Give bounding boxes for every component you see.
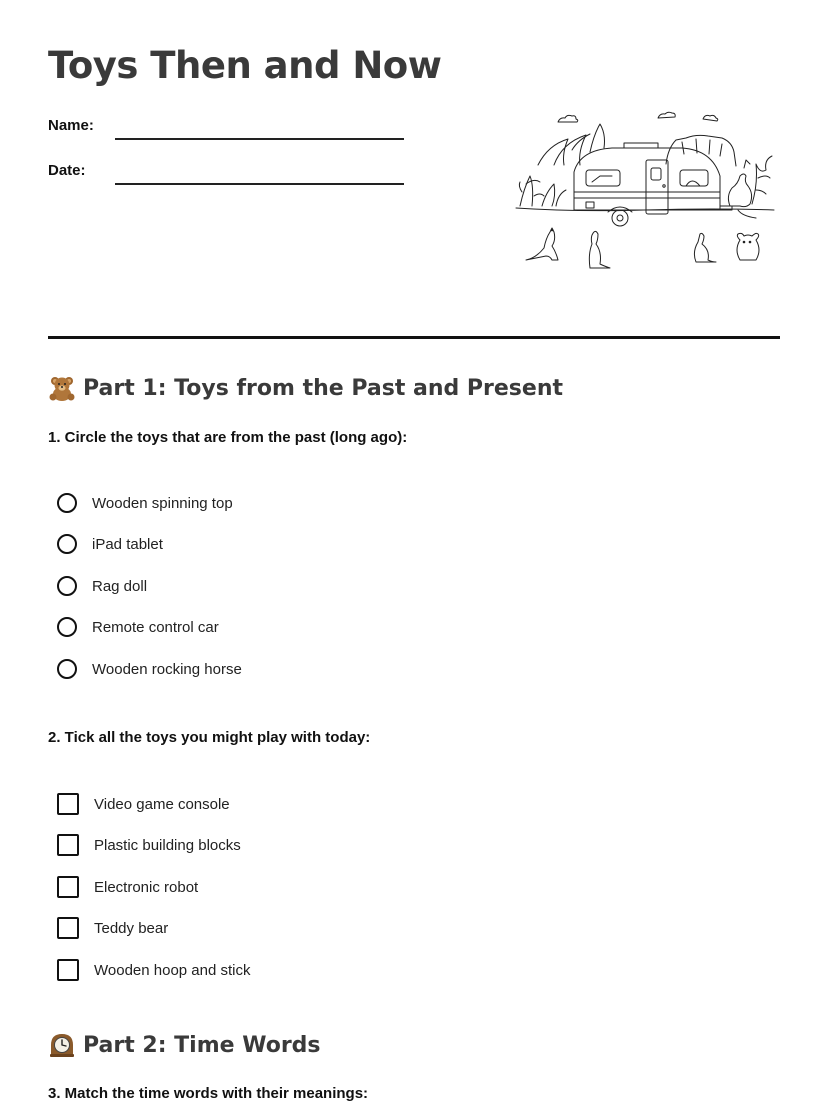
q1-option-circle[interactable]: [57, 576, 77, 596]
q1-option[interactable]: [57, 573, 147, 599]
date-field[interactable]: [115, 183, 404, 185]
q1-option-circle[interactable]: [57, 617, 77, 637]
part1-heading-text: Part 1: Toys from the Past and Present: [83, 375, 563, 401]
q2-option[interactable]: [57, 874, 198, 900]
q1-option[interactable]: [57, 490, 233, 516]
q2-option[interactable]: [57, 915, 168, 941]
q1-option-label: Wooden spinning top: [92, 494, 233, 512]
q1-option-label: Rag doll: [92, 577, 148, 595]
q1-option[interactable]: [57, 656, 242, 682]
q2-option-label: Wooden hoop and stick: [94, 961, 251, 979]
page-title: Toys Then and Now: [48, 44, 442, 87]
campervan-outback-illustration: [512, 108, 778, 274]
q2-option-label: Teddy bear: [94, 919, 169, 937]
q2-option-checkbox[interactable]: [57, 876, 79, 898]
q2-option[interactable]: [57, 791, 230, 817]
q2-option-checkbox[interactable]: [57, 793, 79, 815]
part2-heading-text: Part 2: Time Words: [83, 1032, 321, 1058]
q1-option-label: Wooden rocking horse: [92, 660, 242, 678]
q1-option-circle[interactable]: [57, 534, 77, 554]
q1-option[interactable]: [57, 531, 163, 557]
question-3: 3. Match the time words with their meanings:: [48, 1085, 369, 1102]
question-2: 2. Tick all the toys you might play with today:: [48, 729, 371, 746]
q2-option-checkbox[interactable]: [57, 834, 79, 856]
part2-heading: [48, 1031, 321, 1059]
q1-option-label: Remote control car: [92, 618, 219, 636]
date-label: Date:: [48, 162, 86, 179]
section-divider: [48, 336, 780, 339]
q2-option[interactable]: [57, 957, 251, 983]
q2-option-checkbox[interactable]: [57, 917, 79, 939]
q1-option[interactable]: [57, 614, 219, 640]
mantel-clock-icon: [48, 1031, 76, 1059]
name-field[interactable]: [115, 138, 404, 140]
q2-option-label: Plastic building blocks: [94, 836, 241, 854]
question-1: 1. Circle the toys that are from the past (long ago):: [48, 429, 408, 446]
q2-option-label: Video game console: [94, 795, 230, 813]
q2-option-label: Electronic robot: [94, 878, 199, 896]
q2-option-checkbox[interactable]: [57, 959, 79, 981]
q1-option-circle[interactable]: [57, 659, 77, 679]
q1-option-label: iPad tablet: [92, 535, 163, 553]
name-label: Name:: [48, 117, 94, 134]
q1-option-circle[interactable]: [57, 493, 77, 513]
part1-heading: [48, 374, 563, 402]
teddy-bear-icon: [48, 374, 76, 402]
q2-option[interactable]: [57, 832, 241, 858]
